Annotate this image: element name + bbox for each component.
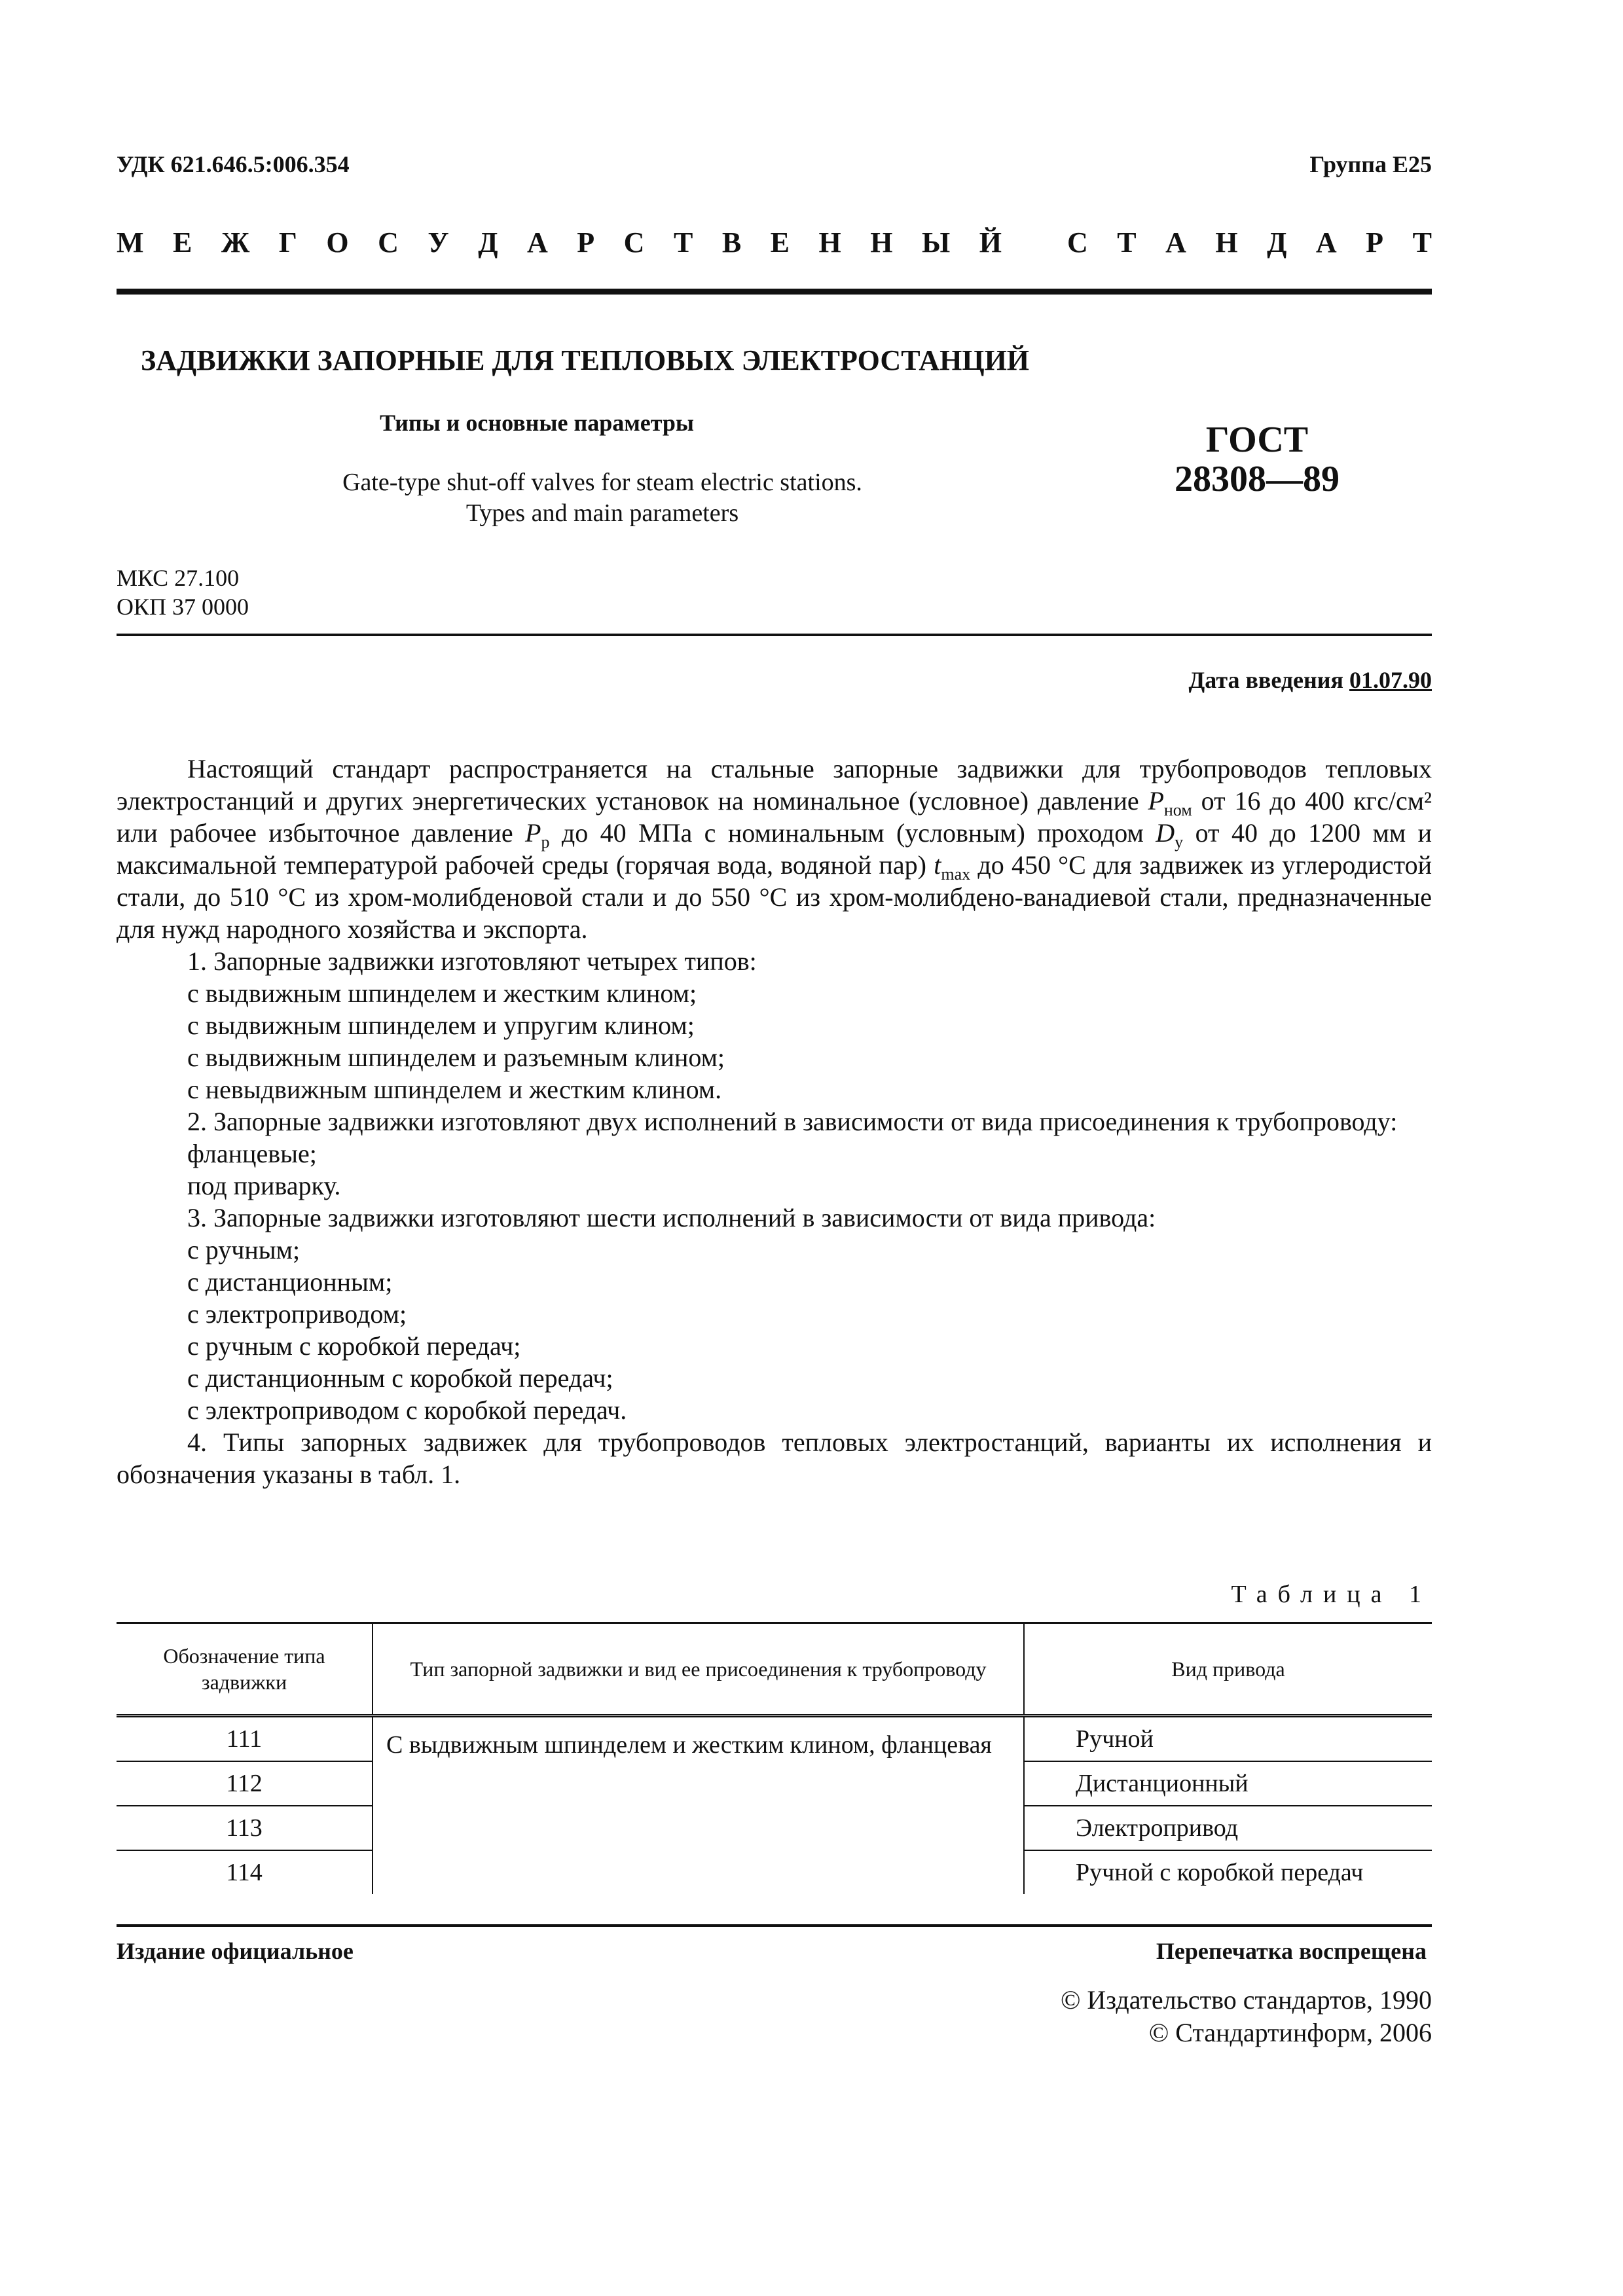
banner-letter: В [721,226,742,259]
banner-letter: С [623,226,645,259]
banner-letter: Н [818,226,841,259]
effective-date-label: Дата введения [1188,667,1343,693]
interstate-standard-banner [117,226,1432,259]
banner-letter: Н [1215,226,1238,259]
section-3-item: с ручным; [187,1235,301,1265]
banner-letter: Ы [922,226,951,259]
section-1-item: с выдвижным шпинделем и жестким клином; [187,978,697,1008]
valve-type-cell: С выдвижным шпинделем и жестким клином, фланцевая [373,1716,1024,1895]
banner-letter: Е [173,226,192,259]
okp-code: ОКП 37 0000 [117,594,249,620]
drive-type-cell: Ручной с коробкой передач [1076,1859,1364,1886]
document-title: ЗАДВИЖКИ ЗАПОРНЫЕ ДЛЯ ТЕПЛОВЫХ ЭЛЕКТРОСТАНЦИЙ [141,344,1030,376]
valve-types-table [117,1622,1432,1894]
document-subtitle: Типы и основные параметры [379,410,695,436]
intro-text-3: до 40 МПа с номинальным (условным) проходом [549,818,1156,848]
banner-letter: Ж [221,226,250,259]
copyright-2006: © Стандартинформ, 2006 [1148,2018,1432,2047]
official-edition-note: Издание официальное [117,1938,354,1964]
t-max-symbol: t [934,850,941,880]
section-3-item: с дистанционным; [187,1267,393,1297]
banner-letter: Р [577,226,595,259]
p-r-symbol: P [525,818,541,848]
intro-paragraph [117,753,1432,945]
effective-date-value: 01.07.90 [1349,667,1432,693]
banner-letter: Д [1267,226,1287,259]
banner-letter: С [1067,226,1088,259]
udk-code: УДК 621.646.5:006.354 [117,151,350,177]
type-code-cell: 113 [117,1806,373,1850]
english-title-line1: Gate-type shut-off valves for steam electric stations. [342,469,862,496]
column-header-code: Обозначение типа задвижки [117,1623,373,1716]
gost-label: ГОСТ [1205,420,1309,460]
table-row [117,1716,1432,1762]
gost-number: 28308—89 [1175,459,1340,499]
document-body [117,753,1432,1490]
banner-letter: Г [278,226,297,259]
p-nom-symbol: P [1148,786,1164,816]
section-3-heading: 3. Запорные задвижки изготовляют шести исполнений в зависимости от вида привода: [187,1203,1156,1232]
section-2-heading: 2. Запорные задвижки изготовляют двух исполнений в зависимости от вида присоединения к трубопроводу: [187,1107,1398,1136]
intro-text-4: от 40 до 1200 мм и максимальной температурой рабочей среды (горячая вода, водяной пар) [117,818,1432,880]
banner-letter: Д [478,226,498,259]
p-r-subscript: р [541,833,550,852]
drive-type-cell: Дистанционный [1024,1761,1432,1806]
copyright-1990: © Издательство стандартов, 1990 [1060,1985,1432,2015]
banner-letter: А [527,226,548,259]
banner-letter: Й [979,226,1002,259]
banner-letter: Т [1412,226,1432,259]
group-code: Группа Е25 [1309,151,1432,177]
type-code-cell: 114 [117,1850,373,1894]
drive-type-cell: Ручной [1024,1716,1432,1762]
intro-text-1: Настоящий стандарт распространяется на стальные запорные задвижки для трубопроводов тепловых электростанций и других энергетических установок на номинальное (условное) давление [117,754,1432,816]
table-1 [117,1622,1432,1894]
mks-code: МКС 27.100 [117,565,240,591]
section-3-item: с электроприводом с коробкой передач. [187,1395,627,1425]
section-1-item: с выдвижным шпинделем и разъемным клином; [187,1043,725,1072]
drive-type-cell: Электропривод [1024,1806,1432,1850]
effective-date [1189,666,1432,694]
banner-letter: О [326,226,349,259]
column-header-drive: Вид привода [1171,1657,1285,1681]
english-title-line2: Types and main parameters [465,499,739,527]
banner-letter: У [428,226,449,259]
section-3-item: с ручным с коробкой передач; [187,1331,521,1361]
header-divider [117,289,1432,295]
section-4-paragraph: 4. Типы запорных задвижек для трубопроводов тепловых электростанций, варианты их исполнения и обозначения указаны в табл. 1. [117,1427,1432,1489]
section-2-item: под приварку. [187,1171,341,1200]
banner-letter: А [1165,226,1186,259]
reprint-prohibited-note: Перепечатка воспрещена [1156,1938,1427,1964]
intro-text-2: от 16 до 400 кгс/см² или рабочее избыточное давление [117,786,1432,848]
banner-letter: Н [870,226,893,259]
column-header-type: Тип запорной задвижки и вид ее присоединения к трубопроводу [373,1623,1024,1716]
banner-letter: Т [673,226,693,259]
banner-letter: А [1315,226,1337,259]
p-nom-subscript: ном [1163,800,1192,819]
type-code-cell: 111 [117,1716,373,1762]
d-y-symbol: D [1156,818,1175,848]
codes-divider [117,634,1432,636]
section-3-item: с дистанционным с коробкой передач; [187,1363,613,1393]
banner-letter: Е [770,226,790,259]
t-max-subscript: max [941,865,971,884]
banner-letter: Т [1117,226,1137,259]
section-1-item: с выдвижным шпинделем и упругим клином; [187,1011,695,1040]
section-2-item: фланцевые; [187,1139,317,1168]
section-1-item: с невыдвижным шпинделем и жестким клином. [187,1075,722,1104]
type-code-cell: 112 [117,1761,373,1806]
footer-divider [117,1924,1432,1927]
banner-letter: С [378,226,399,259]
section-3-item: с электроприводом; [187,1299,407,1329]
banner-letter: М [117,226,144,259]
d-y-subscript: у [1175,833,1184,852]
table-caption: Таблица 1 [1231,1581,1432,1608]
banner-word-gap [1030,226,1038,259]
intro-text-5: до 450 °С для задвижек из углеродистой стали, до 510 °С из хром-молибденовой стали и до 550 °С из хром-молибдено-ванадиевой стали, предназначенные для нужд народного хозяйства и экспорта. [117,850,1432,944]
section-1-heading: 1. Запорные задвижки изготовляют четырех типов: [187,946,757,976]
banner-letter: Р [1366,226,1384,259]
